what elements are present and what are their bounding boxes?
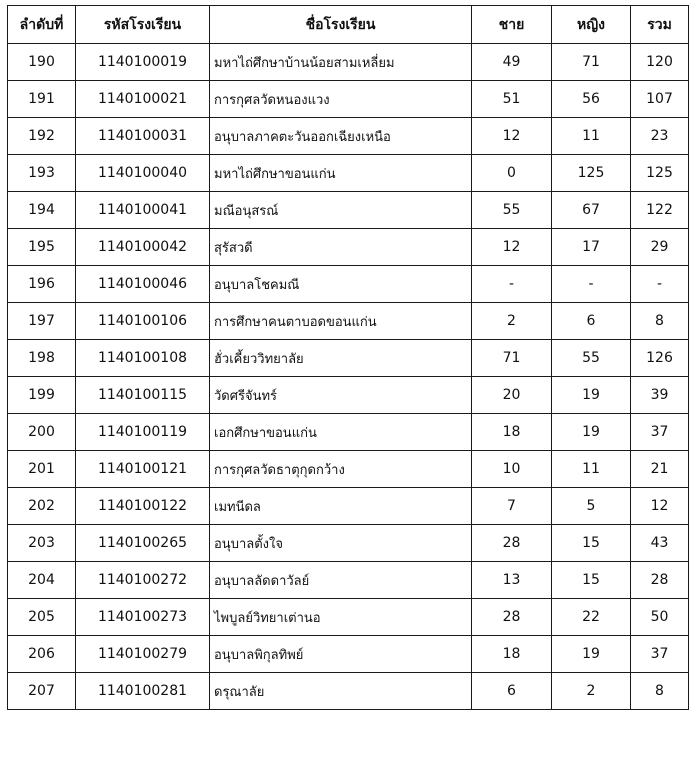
cell-school-name: การศึกษาคนตาบอดขอนแก่น (210, 303, 472, 340)
header-total: รวม (631, 6, 689, 44)
cell-school-name: การกุศลวัดธาตุกุดกว้าง (210, 451, 472, 488)
table-row (8, 340, 689, 377)
cell-school-name: ฮั่วเคี้ยววิทยาลัย (210, 340, 472, 377)
cell-school-code: 1140100041 (76, 192, 210, 229)
cell-total-count: 37 (631, 414, 689, 451)
table-row (8, 525, 689, 562)
header-code: รหัสโรงเรียน (76, 6, 210, 44)
cell-total-count: 8 (631, 303, 689, 340)
cell-school-name: เมทนีดล (210, 488, 472, 525)
cell-total-count: 23 (631, 118, 689, 155)
table-row (8, 118, 689, 155)
cell-total-count: 50 (631, 599, 689, 636)
cell-total-count: 122 (631, 192, 689, 229)
cell-total-count: 126 (631, 340, 689, 377)
table-row (8, 229, 689, 266)
table-row (8, 377, 689, 414)
cell-seq: 199 (8, 377, 76, 414)
cell-school-code: 1140100040 (76, 155, 210, 192)
cell-female-count: 56 (552, 81, 631, 118)
table-row (8, 155, 689, 192)
cell-seq: 201 (8, 451, 76, 488)
cell-school-code: 1140100106 (76, 303, 210, 340)
cell-seq: 203 (8, 525, 76, 562)
cell-female-count: 11 (552, 451, 631, 488)
cell-seq: 200 (8, 414, 76, 451)
cell-female-count: 2 (552, 673, 631, 710)
header-male: ชาย (472, 6, 552, 44)
cell-total-count: 120 (631, 44, 689, 81)
cell-male-count: 6 (472, 673, 552, 710)
cell-total-count: 125 (631, 155, 689, 192)
cell-school-code: 1140100122 (76, 488, 210, 525)
table-row (8, 303, 689, 340)
cell-school-code: 1140100273 (76, 599, 210, 636)
cell-seq: 198 (8, 340, 76, 377)
header-female: หญิง (552, 6, 631, 44)
table-row (8, 451, 689, 488)
cell-school-name: สุรัสวดี (210, 229, 472, 266)
school-enrollment-table (7, 5, 689, 710)
cell-male-count: 51 (472, 81, 552, 118)
cell-total-count: - (631, 266, 689, 303)
cell-school-code: 1140100279 (76, 636, 210, 673)
cell-school-name: อนุบาลโชคมณี (210, 266, 472, 303)
cell-total-count: 28 (631, 562, 689, 599)
cell-school-code: 1140100115 (76, 377, 210, 414)
cell-seq: 206 (8, 636, 76, 673)
cell-seq: 191 (8, 81, 76, 118)
cell-female-count: 17 (552, 229, 631, 266)
cell-male-count: 55 (472, 192, 552, 229)
cell-school-name: ไพบูลย์วิทยาเต่านอ (210, 599, 472, 636)
cell-school-name: อนุบาลตั้งใจ (210, 525, 472, 562)
cell-school-name: อนุบาลลัดดาวัลย์ (210, 562, 472, 599)
cell-total-count: 39 (631, 377, 689, 414)
cell-school-code: 1140100108 (76, 340, 210, 377)
cell-female-count: - (552, 266, 631, 303)
cell-seq: 193 (8, 155, 76, 192)
table-row (8, 81, 689, 118)
cell-school-name: มหาไถ่ศึกษาบ้านน้อยสามเหลี่ยม (210, 44, 472, 81)
cell-seq: 194 (8, 192, 76, 229)
cell-seq: 197 (8, 303, 76, 340)
cell-school-name: การกุศลวัดหนองแวง (210, 81, 472, 118)
cell-female-count: 15 (552, 525, 631, 562)
cell-school-code: 1140100281 (76, 673, 210, 710)
cell-seq: 192 (8, 118, 76, 155)
cell-school-name: อนุบาลพิกุลทิพย์ (210, 636, 472, 673)
cell-seq: 207 (8, 673, 76, 710)
cell-male-count: 71 (472, 340, 552, 377)
cell-female-count: 19 (552, 377, 631, 414)
header-name: ชื่อโรงเรียน (210, 6, 472, 44)
cell-seq: 202 (8, 488, 76, 525)
table-row (8, 673, 689, 710)
table-row (8, 488, 689, 525)
cell-female-count: 71 (552, 44, 631, 81)
cell-male-count: 0 (472, 155, 552, 192)
cell-male-count: 20 (472, 377, 552, 414)
cell-school-code: 1140100121 (76, 451, 210, 488)
cell-female-count: 5 (552, 488, 631, 525)
cell-school-code: 1140100046 (76, 266, 210, 303)
table-row (8, 636, 689, 673)
table-row (8, 44, 689, 81)
table-row (8, 599, 689, 636)
cell-male-count: 12 (472, 229, 552, 266)
cell-school-code: 1140100265 (76, 525, 210, 562)
table-row (8, 266, 689, 303)
cell-total-count: 21 (631, 451, 689, 488)
cell-seq: 204 (8, 562, 76, 599)
cell-female-count: 19 (552, 414, 631, 451)
cell-male-count: 18 (472, 414, 552, 451)
cell-female-count: 15 (552, 562, 631, 599)
cell-seq: 190 (8, 44, 76, 81)
table-header-row (8, 6, 689, 44)
cell-total-count: 29 (631, 229, 689, 266)
cell-total-count: 43 (631, 525, 689, 562)
table-row (8, 562, 689, 599)
header-seq: ลำดับที่ (8, 6, 76, 44)
cell-seq: 196 (8, 266, 76, 303)
cell-male-count: 28 (472, 599, 552, 636)
cell-male-count: 18 (472, 636, 552, 673)
table-row (8, 192, 689, 229)
cell-school-name: อนุบาลภาคตะวันออกเฉียงเหนือ (210, 118, 472, 155)
table-body (8, 44, 689, 710)
cell-school-code: 1140100019 (76, 44, 210, 81)
cell-female-count: 55 (552, 340, 631, 377)
cell-male-count: - (472, 266, 552, 303)
cell-female-count: 11 (552, 118, 631, 155)
cell-female-count: 67 (552, 192, 631, 229)
cell-school-name: วัดศรีจันทร์ (210, 377, 472, 414)
cell-school-code: 1140100119 (76, 414, 210, 451)
cell-male-count: 2 (472, 303, 552, 340)
cell-male-count: 13 (472, 562, 552, 599)
cell-seq: 205 (8, 599, 76, 636)
cell-male-count: 28 (472, 525, 552, 562)
cell-male-count: 10 (472, 451, 552, 488)
cell-total-count: 12 (631, 488, 689, 525)
cell-school-code: 1140100272 (76, 562, 210, 599)
table-row (8, 414, 689, 451)
cell-female-count: 22 (552, 599, 631, 636)
cell-total-count: 37 (631, 636, 689, 673)
cell-female-count: 19 (552, 636, 631, 673)
cell-school-name: มหาไถ่ศึกษาขอนแก่น (210, 155, 472, 192)
cell-total-count: 8 (631, 673, 689, 710)
cell-total-count: 107 (631, 81, 689, 118)
cell-school-name: มณีอนุสรณ์ (210, 192, 472, 229)
cell-school-code: 1140100021 (76, 81, 210, 118)
cell-school-code: 1140100031 (76, 118, 210, 155)
cell-school-name: ดรุณาลัย (210, 673, 472, 710)
cell-school-name: เอกศึกษาขอนแก่น (210, 414, 472, 451)
cell-male-count: 49 (472, 44, 552, 81)
cell-seq: 195 (8, 229, 76, 266)
cell-male-count: 12 (472, 118, 552, 155)
cell-school-code: 1140100042 (76, 229, 210, 266)
cell-male-count: 7 (472, 488, 552, 525)
cell-female-count: 125 (552, 155, 631, 192)
cell-female-count: 6 (552, 303, 631, 340)
